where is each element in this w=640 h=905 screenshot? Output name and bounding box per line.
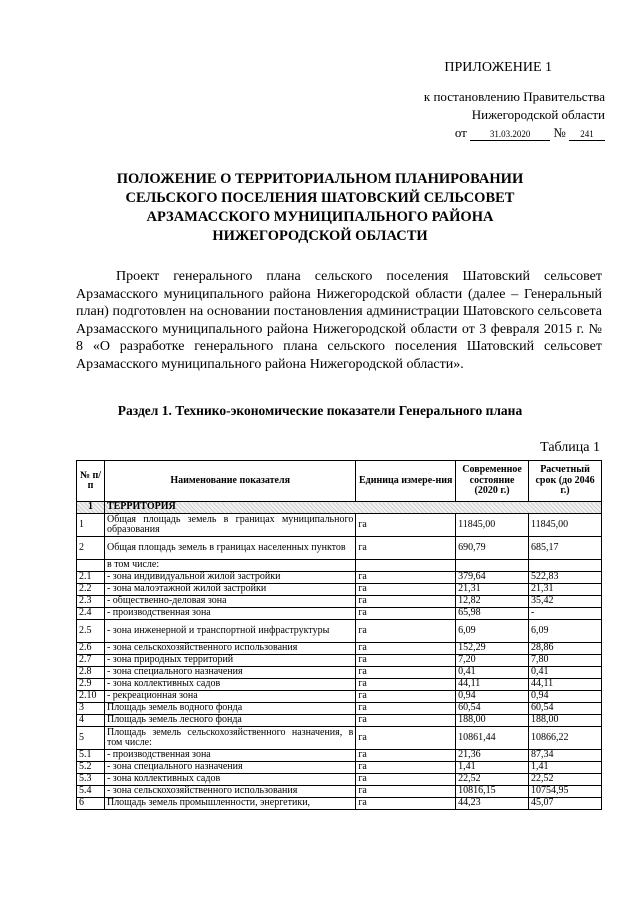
cell-unit: га	[356, 727, 456, 750]
decree-date-line	[385, 124, 605, 142]
cell-unit: га	[356, 798, 456, 810]
cell-current: 0,41	[456, 667, 529, 679]
cell-num: 5.2	[77, 762, 105, 774]
cell-num: 2.6	[77, 643, 105, 655]
cell-unit: га	[356, 667, 456, 679]
table-row	[77, 691, 602, 703]
cell-num: 5.3	[77, 774, 105, 786]
cell-num	[77, 560, 105, 572]
date-prefix: от	[454, 125, 467, 140]
cell-plan: 0,94	[529, 691, 602, 703]
cell-unit: га	[356, 596, 456, 608]
cell-current: 21,36	[456, 750, 529, 762]
cell-name: - зона инженерной и транспортной инфраструктуры	[104, 620, 355, 643]
cell-name: - зона малоэтажной жилой застройки	[104, 584, 355, 596]
cell-plan: 10754,95	[529, 786, 602, 798]
cell-current: 10816,15	[456, 786, 529, 798]
cell-unit: га	[356, 679, 456, 691]
cell-unit: га	[356, 584, 456, 596]
decree-reference	[385, 88, 605, 142]
cell-name: Общая площадь земель в границах населенных пунктов	[104, 537, 355, 560]
cell-num: 5.1	[77, 750, 105, 762]
cell-current	[456, 560, 529, 572]
cell-unit: га	[356, 572, 456, 584]
cell-current: 690,79	[456, 537, 529, 560]
cell-num: 2.7	[77, 655, 105, 667]
table-row	[77, 608, 602, 620]
group-num: 1	[77, 502, 105, 514]
cell-unit: га	[356, 715, 456, 727]
table-header-row	[77, 461, 602, 502]
cell-name: - зона коллективных садов	[104, 679, 355, 691]
decree-line-1: к постановлению Правительства	[423, 89, 605, 104]
cell-name: - рекреационная зона	[104, 691, 355, 703]
cell-unit: га	[356, 655, 456, 667]
cell-num: 2.2	[77, 584, 105, 596]
cell-unit: га	[356, 643, 456, 655]
cell-plan: 60,54	[529, 703, 602, 715]
table-row	[77, 762, 602, 774]
cell-num: 1	[77, 514, 105, 537]
cell-unit: га	[356, 762, 456, 774]
cell-name: - зона коллективных садов	[104, 774, 355, 786]
cell-name: - зона специального назначения	[104, 762, 355, 774]
table-row	[77, 537, 602, 560]
cell-unit	[356, 560, 456, 572]
cell-unit: га	[356, 691, 456, 703]
cell-name: - зона сельскохозяйственного использования	[104, 643, 355, 655]
decree-number: 241	[569, 128, 605, 141]
cell-current: 152,29	[456, 643, 529, 655]
decree-date: 31.03.2020	[470, 128, 550, 141]
cell-name: - производственная зона	[104, 608, 355, 620]
cell-plan: 45,07	[529, 798, 602, 810]
indicators-table	[76, 460, 602, 810]
header-current: Современное состояние (2020 г.)	[456, 461, 529, 502]
cell-plan	[529, 560, 602, 572]
cell-num: 2.4	[77, 608, 105, 620]
cell-current: 7,20	[456, 655, 529, 667]
table-row	[77, 572, 602, 584]
cell-current: 44,23	[456, 798, 529, 810]
table-row	[77, 750, 602, 762]
table-row	[77, 620, 602, 643]
cell-plan: 11845,00	[529, 514, 602, 537]
cell-plan: 10866,22	[529, 727, 602, 750]
table-row	[77, 679, 602, 691]
cell-name: - зона специального назначения	[104, 667, 355, 679]
intro-paragraph: Проект генерального плана сельского поселения Шатовский сельсовет Арзамасского муниципального района Нижегородской области (далее – Генеральный план) подготовлен на основании постановления администрации Шатовского сельсовета Арзамасского муниципального района Нижегородской области от 3 февраля 2015 г. № 8 «О разработке генерального плана сельского поселения Шатовский сельсовет Арзамасского муниципального района Нижегородской области».	[76, 269, 602, 372]
cell-current: 44,11	[456, 679, 529, 691]
cell-plan: 44,11	[529, 679, 602, 691]
table-row	[77, 727, 602, 750]
table-row	[77, 584, 602, 596]
cell-current: 22,52	[456, 774, 529, 786]
cell-unit: га	[356, 537, 456, 560]
cell-name: Площадь земель промышленности, энергетики,	[104, 798, 355, 810]
header-unit: Единица измере-ния	[356, 461, 456, 502]
appendix-label: ПРИЛОЖЕНИЕ 1	[444, 60, 552, 75]
cell-num: 3	[77, 703, 105, 715]
section-title: Раздел 1. Технико-экономические показатели Генерального плана	[117, 403, 523, 418]
cell-plan: 7,80	[529, 655, 602, 667]
cell-plan: 28,86	[529, 643, 602, 655]
cell-plan: 6,09	[529, 620, 602, 643]
decree-line-2: Нижегородской области	[471, 107, 605, 122]
number-prefix: №	[553, 125, 566, 140]
cell-name: Общая площадь земель в границах муниципального образования	[104, 514, 355, 537]
cell-current: 6,09	[456, 620, 529, 643]
document-title: ПОЛОЖЕНИЕ О ТЕРРИТОРИАЛЬНОМ ПЛАНИРОВАНИИ СЕЛЬСКОГО ПОСЕЛЕНИЯ ШАТОВСКИЙ СЕЛЬСОВЕТ АРЗАМАССКОГО МУНИЦИПАЛЬНОГО РАЙОНА НИЖЕГОРОДСКОЙ ОБЛАСТИ	[116, 171, 524, 244]
cell-unit: га	[356, 774, 456, 786]
cell-current: 1,41	[456, 762, 529, 774]
cell-plan: 685,17	[529, 537, 602, 560]
table-row	[77, 596, 602, 608]
table-caption: Таблица 1	[540, 440, 600, 455]
cell-num: 2.9	[77, 679, 105, 691]
cell-unit: га	[356, 703, 456, 715]
cell-current: 65,98	[456, 608, 529, 620]
cell-plan: 1,41	[529, 762, 602, 774]
cell-plan: -	[529, 608, 602, 620]
cell-current: 379,64	[456, 572, 529, 584]
cell-current: 11845,00	[456, 514, 529, 537]
table-row	[77, 774, 602, 786]
cell-name: Площадь земель лесного фонда	[104, 715, 355, 727]
cell-plan: 188,00	[529, 715, 602, 727]
cell-num: 2.5	[77, 620, 105, 643]
cell-current: 188,00	[456, 715, 529, 727]
cell-name: - общественно-деловая зона	[104, 596, 355, 608]
cell-num: 2.3	[77, 596, 105, 608]
cell-num: 2.1	[77, 572, 105, 584]
cell-num: 6	[77, 798, 105, 810]
header-plan: Расчетный срок (до 2046 г.)	[529, 461, 602, 502]
cell-current: 60,54	[456, 703, 529, 715]
cell-current: 10861,44	[456, 727, 529, 750]
table-row	[77, 786, 602, 798]
table-row	[77, 643, 602, 655]
cell-unit: га	[356, 786, 456, 798]
cell-name: - производственная зона	[104, 750, 355, 762]
cell-num: 5.4	[77, 786, 105, 798]
cell-current: 12,82	[456, 596, 529, 608]
cell-name: - зона природных территорий	[104, 655, 355, 667]
header-num: № п/п	[77, 461, 105, 502]
cell-plan: 22,52	[529, 774, 602, 786]
cell-current: 0,94	[456, 691, 529, 703]
cell-plan: 21,31	[529, 584, 602, 596]
cell-plan: 35,42	[529, 596, 602, 608]
cell-name: Площадь земель сельскохозяйственного назначения, в том числе:	[104, 727, 355, 750]
cell-plan: 87,34	[529, 750, 602, 762]
cell-name: Площадь земель водного фонда	[104, 703, 355, 715]
cell-num: 2.10	[77, 691, 105, 703]
table-row	[77, 655, 602, 667]
table-row	[77, 667, 602, 679]
header-name: Наименование показателя	[104, 461, 355, 502]
cell-name: - зона сельскохозяйственного использования	[104, 786, 355, 798]
table-row	[77, 798, 602, 810]
cell-plan: 0,41	[529, 667, 602, 679]
cell-num: 4	[77, 715, 105, 727]
cell-unit: га	[356, 620, 456, 643]
cell-num: 2.8	[77, 667, 105, 679]
cell-name: - зона индивидуальной жилой застройки	[104, 572, 355, 584]
table-row	[77, 560, 602, 572]
table-row	[77, 514, 602, 537]
cell-name: в том числе:	[104, 560, 355, 572]
cell-unit: га	[356, 514, 456, 537]
table-row	[77, 703, 602, 715]
cell-plan: 522,83	[529, 572, 602, 584]
cell-current: 21,31	[456, 584, 529, 596]
cell-unit: га	[356, 608, 456, 620]
cell-num: 5	[77, 727, 105, 750]
table-row	[77, 715, 602, 727]
group-name: ТЕРРИТОРИЯ	[104, 502, 601, 514]
cell-unit: га	[356, 750, 456, 762]
table-group-row	[77, 502, 602, 514]
cell-num: 2	[77, 537, 105, 560]
